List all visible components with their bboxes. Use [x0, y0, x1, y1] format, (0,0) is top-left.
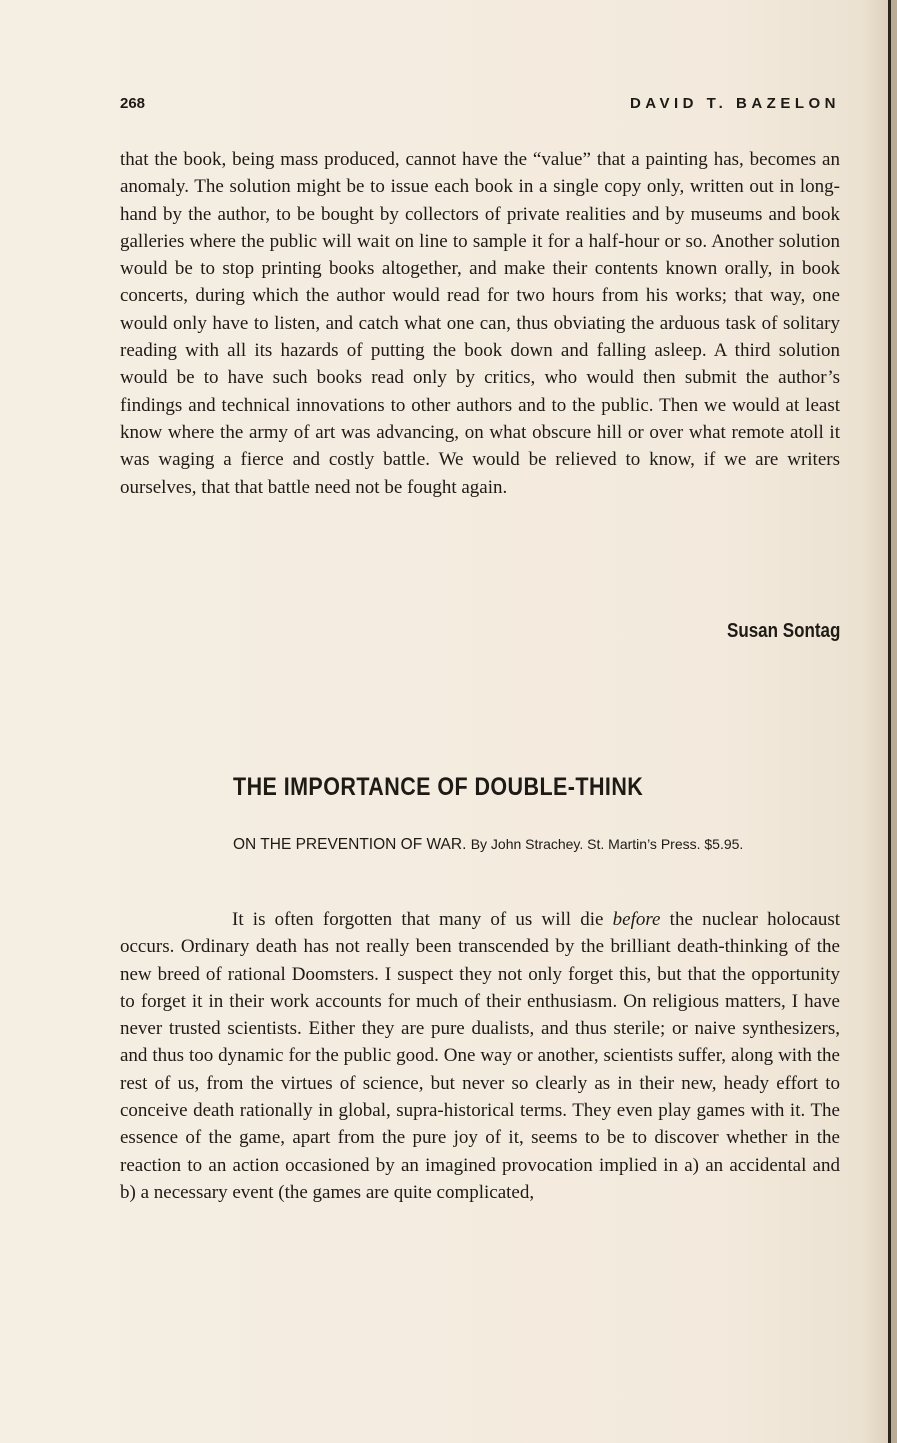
- review-title: THE IMPORTANCE OF DOUBLE-THINK: [233, 773, 644, 801]
- review-paragraph-start: It is often forgotten that many of us will die: [232, 909, 613, 930]
- previous-review-paragraph: that the book, being mass produced, cannot have the “value” that a painting has, becomes an anomaly. The solution might be to issue each book in a single copy only, written out in long-hand by the author, to be bought by collectors of private realities and by museums and book galleries where the public will wait on line to sample it for a half-hour or so. Another solution would be to stop printing books altogether, and make their contents known orally, in book concerts, during which the author would read for two hours from his works; that way, one would only have to listen, and catch what one can, thus obviating the arduous task of solitary reading with all its hazards of putting the book down and falling asleep. A third solution would be to have such books read only by critics, who would then submit the author’s findings and technical innovations to other authors and to the public. Then we would at least know where the army of art was advancing, on what obscure hill or over what remote atoll it was waging a fierce and costly battle. We would be relieved to know, if we are writers ourselves, that that battle need not be fought again.: [120, 149, 840, 498]
- page-edge-line: [888, 0, 891, 1443]
- book-title: ON THE PREVENTION OF WAR.: [233, 836, 467, 853]
- page-number: 268: [120, 95, 146, 112]
- author-signature: Susan Sontag: [726, 620, 840, 642]
- review-paragraph-rest: the nuclear holocaust occurs. Ordinary death has not really been transcended by the brilliant death-thinking of the new breed of rational Doomsters. I suspect they not only forget this, but that the opportunity to forget it in their work accounts for much of their enthusiasm. On religious matters, I have never trusted scientists. Either they are pure dualists, and thus sterile; or naive synthesizers, and thus too dynamic for the public good. One way or another, scientists suffer, along with the rest of us, from the virtues of science, but never so clearly as in their new, heady effort to conceive death rationally in global, supra-historical terms. They even play games with it. The essence of the game, apart from the pure joy of it, seems to be to discover whether in the reaction to an action occasioned by an imagined provocation implied in a) an accidental and b) a necessary event (the games are quite complicated,: [120, 909, 840, 1203]
- page-edge-shadow: [891, 0, 897, 1443]
- book-info: [233, 832, 843, 857]
- book-details: By John Strachey. St. Martin’s Press. $5.95.: [470, 836, 744, 852]
- page-header: [120, 95, 840, 117]
- review-paragraph-emphasis: before: [612, 909, 661, 930]
- running-head: DAVID T. BAZELON: [629, 95, 840, 112]
- review-paragraph: [120, 906, 840, 1206]
